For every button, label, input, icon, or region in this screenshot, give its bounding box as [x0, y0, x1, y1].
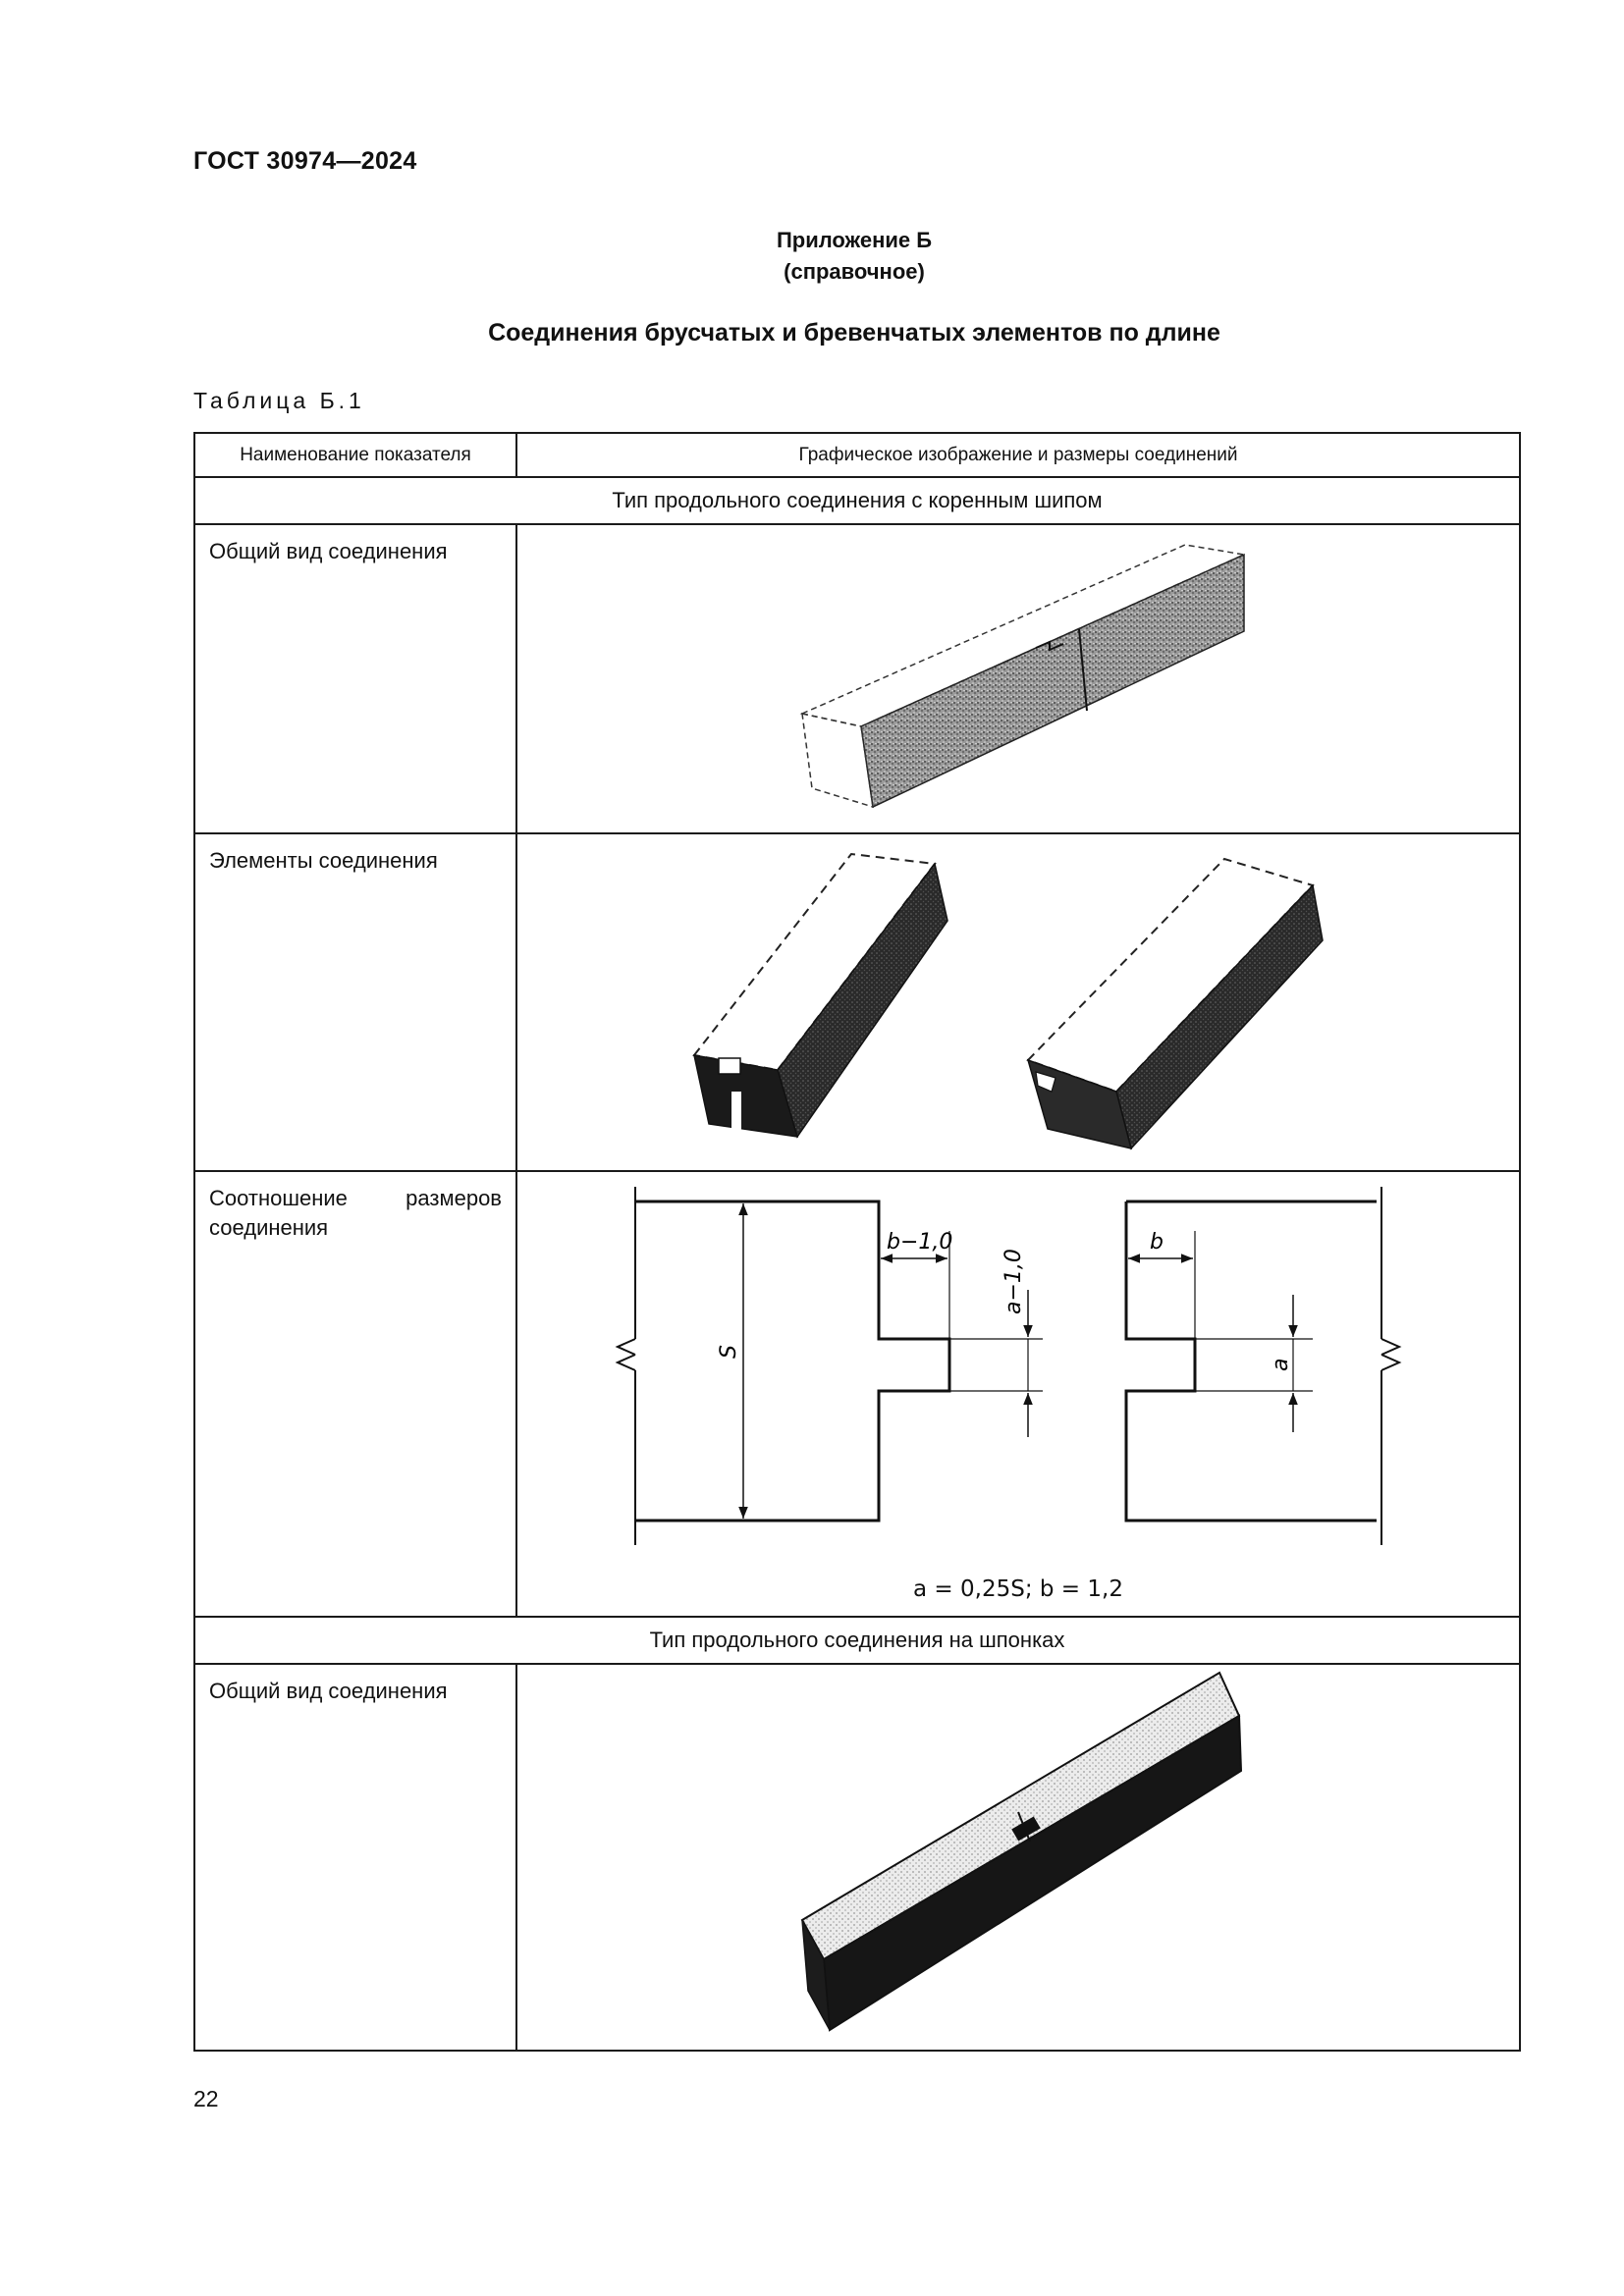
figure-cell [516, 1664, 1520, 2051]
tenon-joint-dimensions-figure [517, 1172, 1517, 1616]
dim-label-b: b [1150, 1230, 1164, 1255]
dim-label-s: S [717, 1345, 741, 1359]
row-name-dimensions-line2: соединения [209, 1215, 329, 1240]
table-row [194, 524, 1520, 833]
row-name-general-view: Общий вид соединения [194, 524, 516, 833]
header-cell-indicator: Наименование показателя [194, 433, 516, 477]
table-header-row [194, 433, 1520, 477]
figure-cell [516, 833, 1520, 1171]
page-number: 22 [193, 2086, 219, 2111]
key-joint-general-view-figure [517, 1665, 1517, 2050]
table-label: Таблица Б.1 [193, 388, 365, 413]
section-title-tenon: Тип продольного соединения с коренным шипом [194, 477, 1520, 524]
appendix-subtitle: (справочное) [784, 259, 925, 284]
header-cell-graphics: Графическое изображение и размеры соединений [516, 433, 1520, 477]
section-row-tenon [194, 477, 1520, 524]
section-row-key [194, 1617, 1520, 1664]
table-row [194, 1171, 1520, 1617]
row-name-dimensions [194, 1171, 516, 1617]
table-row [194, 833, 1520, 1171]
section-title-key: Тип продольного соединения на шпонках [194, 1617, 1520, 1664]
tenon-joint-general-view-figure [517, 525, 1517, 832]
row-name-dimensions-line1: Соотношение размеров [209, 1186, 502, 1210]
row-name-elements: Элементы соединения [194, 833, 516, 1171]
tenon-joint-elements-figure [517, 834, 1517, 1170]
document-id: ГОСТ 30974—2024 [193, 147, 417, 175]
joints-table [193, 432, 1521, 2052]
appendix-title: Приложение Б [776, 228, 933, 252]
section-heading: Соединения брусчатых и бревенчатых элементов по длине [488, 319, 1220, 347]
dimension-formula: a = 0,25S; b = 1,2 [913, 1576, 1123, 1602]
figure-cell [516, 524, 1520, 833]
dim-label-a-minus: a−1,0 [1001, 1249, 1026, 1314]
table-row [194, 1664, 1520, 2051]
row-name-key-general-view: Общий вид соединения [194, 1664, 516, 2051]
dim-label-b-minus: b−1,0 [887, 1230, 953, 1255]
figure-cell [516, 1171, 1520, 1617]
dim-label-a: a [1269, 1358, 1293, 1371]
